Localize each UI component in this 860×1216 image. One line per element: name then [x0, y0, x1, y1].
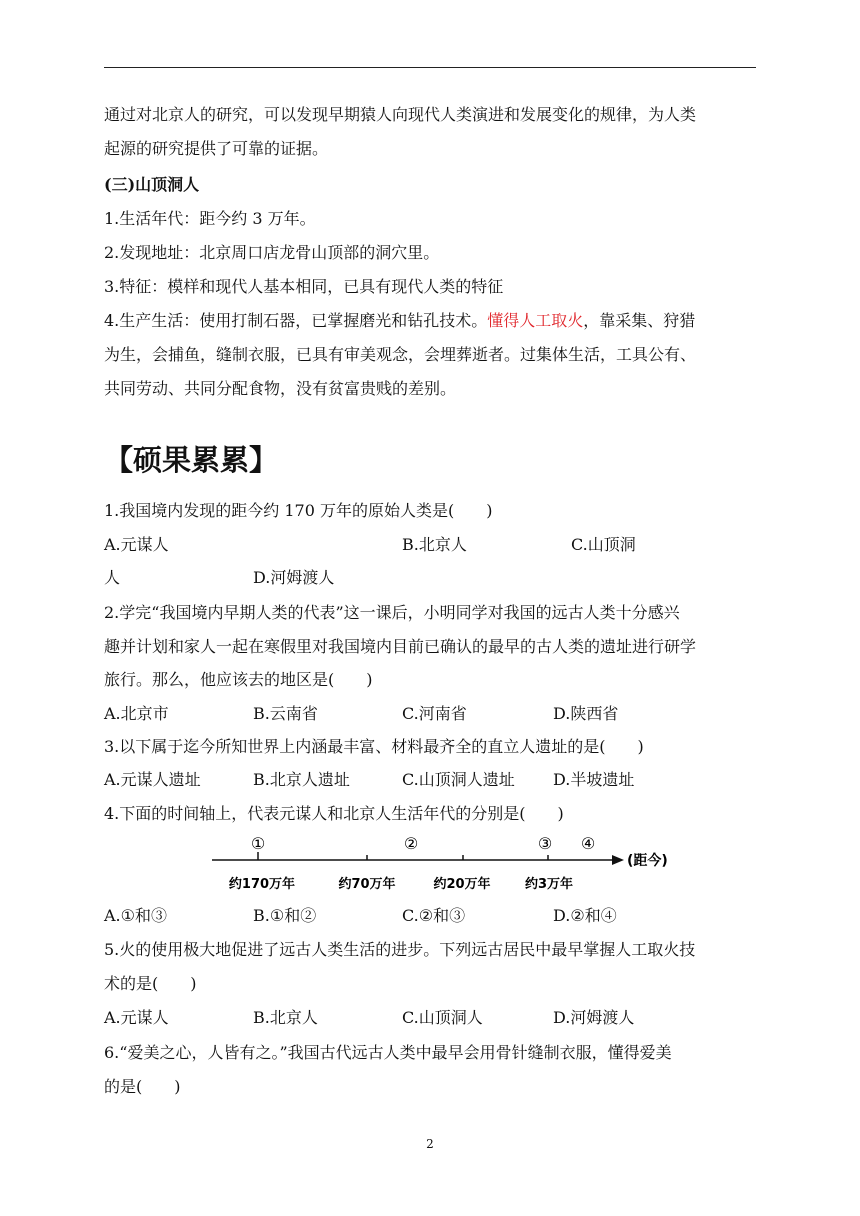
- q1-option-a: A.元谋人: [104, 535, 169, 554]
- section-title: (三)山顶洞人: [104, 175, 200, 194]
- intro-line-2: 起源的研究提供了可靠的证据。: [104, 139, 329, 158]
- q1-option-c: C.山顶洞: [571, 535, 636, 554]
- timeline-tick-label: 约20万年: [433, 877, 491, 892]
- q1-option-c-cont: 人: [104, 568, 121, 587]
- section-item-4-line-2: 为生，会捕鱼，缝制衣服，已具有审美观念，会埋葬逝者。过集体生活，工具公有、: [104, 345, 697, 364]
- q4-option-c: C.②和③: [402, 906, 466, 925]
- question-5-line-1: 5.火的使用极大地促进了远古人类生活的进步。下列远古居民中最早掌握人工取火技: [104, 940, 696, 959]
- section-item-4-line-3: 共同劳动、共同分配食物，没有贫富贵贱的差别。: [104, 379, 457, 398]
- question-6-line-2: 的是( ): [104, 1077, 181, 1096]
- q5-option-c: C.山顶洞人: [402, 1008, 483, 1027]
- intro-line-1: 通过对北京人的研究，可以发现早期猿人向现代人类演进和发展变化的规律，为人类: [104, 105, 697, 124]
- timeline-marker: ④: [580, 834, 596, 853]
- question-1-stem: 1.我国境内发现的距今约 170 万年的原始人类是( ): [104, 501, 493, 520]
- timeline-figure: [200, 832, 680, 896]
- timeline-marker: ③: [537, 834, 553, 853]
- highlight-text: 懂得人工取火: [487, 311, 584, 330]
- section-item-4: [104, 311, 695, 331]
- q2-option-d: D.陕西省: [553, 704, 619, 723]
- q3-option-d: D.半坡遗址: [553, 770, 635, 789]
- exercise-heading: 【硕果累累】: [104, 443, 279, 477]
- timeline-arrow: [612, 855, 624, 865]
- question-2-line-2: 趣并计划和家人一起在寒假里对我国境内目前已确认的最早的古人类的遗址进行研学: [104, 637, 697, 656]
- question-5-line-2: 术的是( ): [104, 974, 197, 993]
- q2-option-b: B.云南省: [253, 704, 318, 723]
- q3-option-a: A.元谋人遗址: [104, 770, 201, 789]
- q4-option-d: D.②和④: [553, 906, 617, 925]
- section-item-1: 1.生活年代：距今约 3 万年。: [104, 209, 316, 228]
- timeline-tick-label: 约170万年: [228, 877, 296, 892]
- q3-option-b: B.北京人遗址: [253, 770, 350, 789]
- q2-option-a: A.北京市: [104, 704, 169, 723]
- timeline-tick-label: 约70万年: [338, 877, 396, 892]
- question-6-line-1: 6.“爱美之心，人皆有之。”我国古代远古人类中最早会用骨针缝制衣服，懂得爱美: [104, 1043, 672, 1062]
- timeline-tick-label: 约3万年: [524, 877, 574, 892]
- timeline-end-label: (距今): [627, 853, 668, 869]
- question-3-stem: 3.以下属于迄今所知世界上内涵最丰富、材料最齐全的直立人遗址的是( ): [104, 737, 644, 756]
- item4-text-end: ，靠采集、狩猎: [583, 311, 696, 330]
- question-2-line-3: 旅行。那么，他应该去的地区是( ): [104, 670, 373, 689]
- page-number: 2: [426, 1137, 434, 1151]
- q4-option-b: B.①和②: [253, 906, 317, 925]
- question-2-line-1: 2.学完“我国境内早期人类的代表”这一课后，小明同学对我国的远古人类十分感兴: [104, 603, 680, 622]
- item4-text: 4.生产生活：使用打制石器，已掌握磨光和钻孔技术。: [104, 311, 488, 330]
- q5-option-d: D.河姆渡人: [553, 1008, 635, 1027]
- q1-option-d: D.河姆渡人: [253, 568, 335, 587]
- q5-option-a: A.元谋人: [104, 1008, 169, 1027]
- section-item-3: 3.特征：模样和现代人基本相同，已具有现代人类的特征: [104, 277, 504, 296]
- question-4-stem: 4.下面的时间轴上，代表元谋人和北京人生活年代的分别是( ): [104, 804, 564, 823]
- section-item-2: 2.发现地址：北京周口店龙骨山顶部的洞穴里。: [104, 243, 440, 262]
- q2-option-c: C.河南省: [402, 704, 467, 723]
- q4-option-a: A.①和③: [104, 906, 167, 925]
- timeline-marker: ①: [250, 834, 266, 853]
- timeline-marker: ②: [403, 834, 419, 853]
- q5-option-b: B.北京人: [253, 1008, 318, 1027]
- header-rule: [104, 67, 756, 68]
- q3-option-c: C.山顶洞人遗址: [402, 770, 515, 789]
- q1-option-b: B.北京人: [402, 535, 467, 554]
